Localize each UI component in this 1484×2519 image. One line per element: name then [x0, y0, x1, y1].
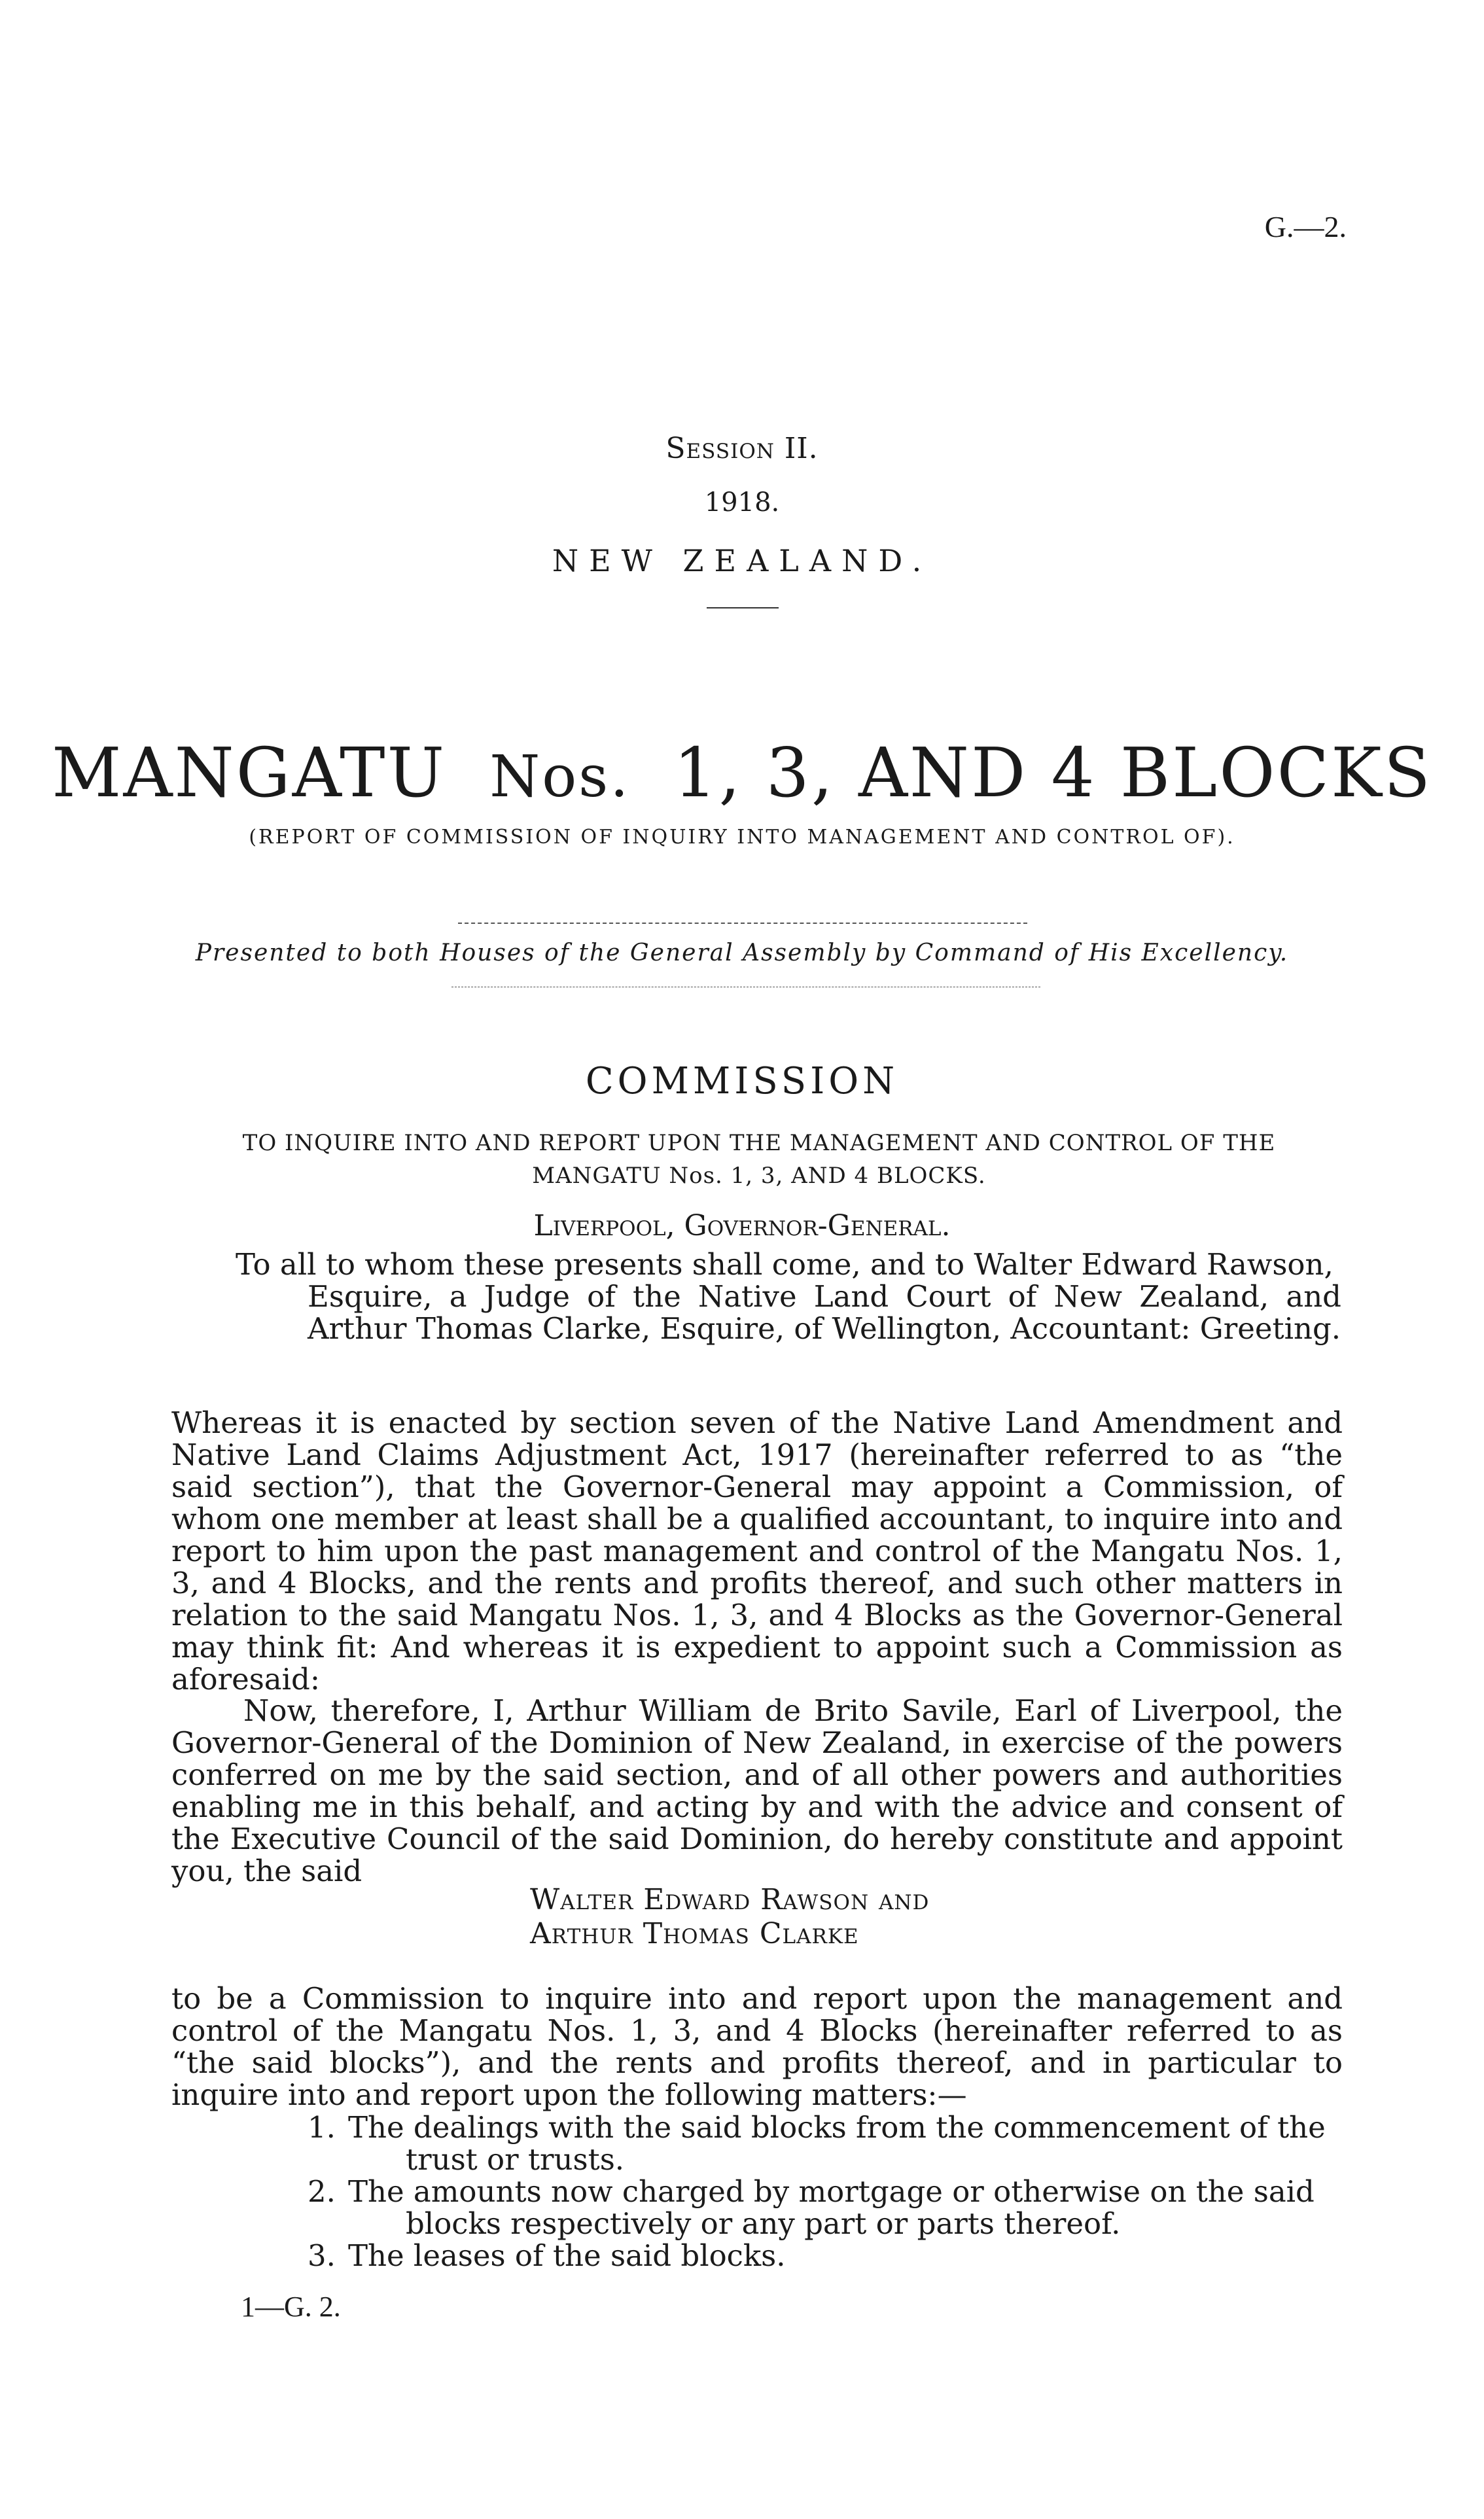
governor-signature: Liverpool, Governor-General. — [533, 1209, 951, 1242]
presented-line: Presented to both Houses of the General Assembly by Command of His Excellency. — [195, 940, 1289, 966]
document-code: G.—2. — [1264, 210, 1347, 243]
commission-heading: COMMISSION — [585, 1060, 899, 1102]
to-be-paragraph: to be a Commission to inquire into and report upon the management and control of the Mangatu Nos. 1, 3, and 4 Blocks (hereinafter referred to as “the said blocks”), and the rents and profits thereof, and in particular to inquire into and report upon the following matters:— — [171, 1981, 1343, 2112]
list-item-number: 1. — [308, 2110, 336, 2145]
list-item-text: The leases of the said blocks. — [348, 2238, 786, 2273]
list-item — [308, 2111, 1343, 2176]
list-item-text-cont: blocks respectively or any part or parts thereof. — [406, 2206, 1121, 2241]
header-divider — [707, 607, 779, 608]
list-item-text-cont: trust or trusts. — [406, 2142, 625, 2177]
main-title — [0, 733, 1484, 813]
appointee-names — [0, 1883, 1484, 1951]
title-part-1: MANGATU — [52, 733, 447, 813]
subtitle: (REPORT OF COMMISSION OF INQUIRY INTO MANAGEMENT AND CONTROL OF). — [249, 826, 1235, 849]
commission-subheading: TO INQUIRE INTO AND REPORT UPON THE MANAGEMENT AND CONTROL OF THE MANGATU Nos. 1, 3, AND 4 BLOCKS. — [242, 1130, 1276, 1189]
list-item-number: 2. — [308, 2174, 336, 2209]
session-label: Session II. — [665, 432, 819, 465]
appointee-name-1: Walter Edward Rawson and — [530, 1883, 930, 1916]
whereas-paragraph: Whereas it is enacted by section seven of the Native Land Amendment and Native Land Claims Adjustment Act, 1917 (hereinafter referred to as “the said section”), that the Governor-General may appoint a Commission, of whom one member at least shall be a qualified accountant, to inquire into and report to him upon the past management and control of the Mangatu Nos. 1, 3, and 4 Blocks, and the rents and profits thereof, and such other matters in relation to the said Mangatu Nos. 1, 3, and 4 Blocks as the Governor-General may think fit: And whereas it is expedient to appoint such a Commission as aforesaid: — [171, 1405, 1343, 1697]
list-item — [308, 2240, 1343, 2272]
list-item-number: 3. — [308, 2238, 336, 2273]
list-item-text: The dealings with the said blocks from the commencement of the — [348, 2110, 1326, 2145]
list-item — [308, 2176, 1343, 2240]
presented-rule-top — [458, 923, 1027, 924]
list-item-text: The amounts now charged by mortgage or otherwise on the said — [348, 2174, 1315, 2209]
footer-page-code: 1—G. 2. — [241, 2291, 341, 2323]
title-part-2: Nos. — [489, 743, 631, 810]
appointee-name-2: Arthur Thomas Clarke — [530, 1917, 859, 1950]
country-label: NEW ZEALAND. — [552, 543, 932, 578]
title-part-3: 1, 3, AND 4 BLOCKS — [673, 733, 1432, 813]
greeting-continuation: Esquire, a Judge of the Native Land Court of New Zealand, and Arthur Thomas Clarke, Esquire, of Wellington, Accountant: Greeting. — [308, 1279, 1341, 1346]
now-therefore-paragraph: Now, therefore, I, Arthur William de Brito Savile, Earl of Liverpool, the Governor-General of the Dominion of New Zealand, in exercise of the powers conferred on me by the said section, and of all other powers and authorities enabling me in this behalf, and acting by and with the advice and consent of the Executive Council of the said Dominion, do hereby constitute and appoint you, the said — [171, 1693, 1343, 1888]
greeting-first-line: To all to whom these presents shall come, and to Walter Edward Rawson, — [236, 1247, 1334, 1282]
year-label: 1918. — [704, 487, 780, 518]
